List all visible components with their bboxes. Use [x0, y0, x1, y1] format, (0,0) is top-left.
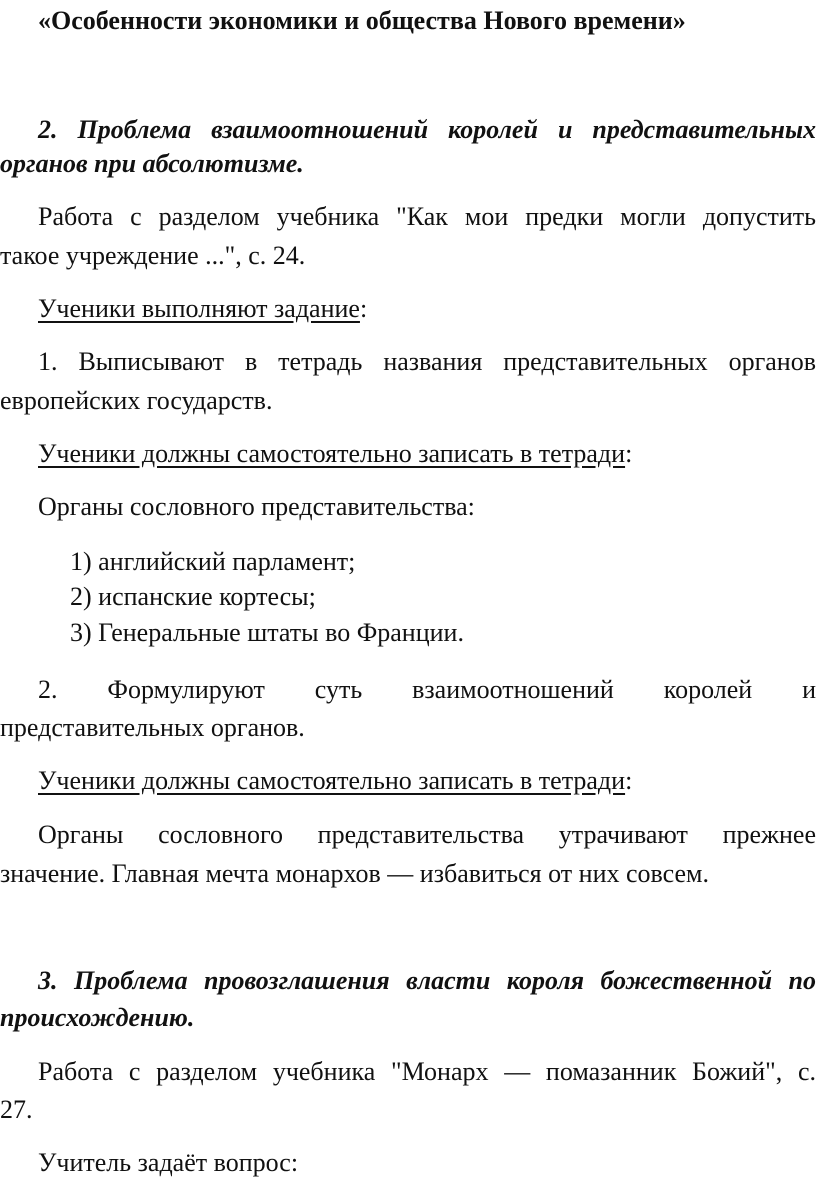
students-task-paragraph [0, 292, 816, 326]
section-2-heading-cont: органов при абсолютизме. [0, 149, 304, 178]
organ-list-item: 1) английский парламент; [70, 547, 356, 576]
note-2-label: Ученики должны самостоятельно записать в тетради [38, 766, 626, 795]
note-2-paragraph [0, 764, 816, 798]
step-2-text-cont: представительных органов. [0, 713, 305, 742]
section-2-textbook-work-cont: такое учреждение ...", с. 24. [0, 241, 306, 270]
section-3-textbook-work-cont: 27. [0, 1095, 33, 1124]
students-task-colon: : [359, 294, 368, 323]
section-3-textbook-work: Работа с разделом учебника "Монарх — помазанник Божий", с. [38, 1057, 816, 1086]
section-2-heading: 2. Проблема взаимоотношений королей и представительных [38, 115, 816, 144]
answer-text: Органы сословного представительства утрачивают прежнее [38, 820, 816, 849]
teacher-question: Учитель задаёт вопрос: [38, 1148, 299, 1177]
students-task-label: Ученики выполняют задание [38, 294, 360, 323]
note-1-colon: : [625, 439, 633, 468]
answer-text-cont: значение. Главная мечта монархов — избавиться от них совсем. [0, 859, 710, 888]
organ-list-item: 2) испанские кортесы; [70, 582, 316, 611]
organs-intro: Органы сословного представительства: [38, 492, 475, 521]
step-2-text: 2. Формулируют суть взаимоотношений королей и [38, 675, 816, 704]
document-title: «Особенности экономики и общества Нового времени» [38, 6, 686, 35]
note-1-paragraph [0, 437, 816, 471]
step-1-text-cont: европейских государств. [0, 386, 273, 415]
step-1-text: 1. Выписывают в тетрадь названия представительных органов [38, 347, 816, 376]
section-2-textbook-work: Работа с разделом учебника "Как мои предки могли допустить [38, 202, 816, 231]
organ-list-item: 3) Генеральные штаты во Франции. [70, 618, 464, 647]
section-3-heading-cont: происхождению. [0, 1003, 195, 1032]
note-1-label: Ученики должны самостоятельно записать в тетради [38, 439, 626, 468]
section-3-heading: 3. Проблема провозглашения власти короля божественной по [38, 966, 816, 995]
note-2-colon: : [625, 766, 633, 795]
